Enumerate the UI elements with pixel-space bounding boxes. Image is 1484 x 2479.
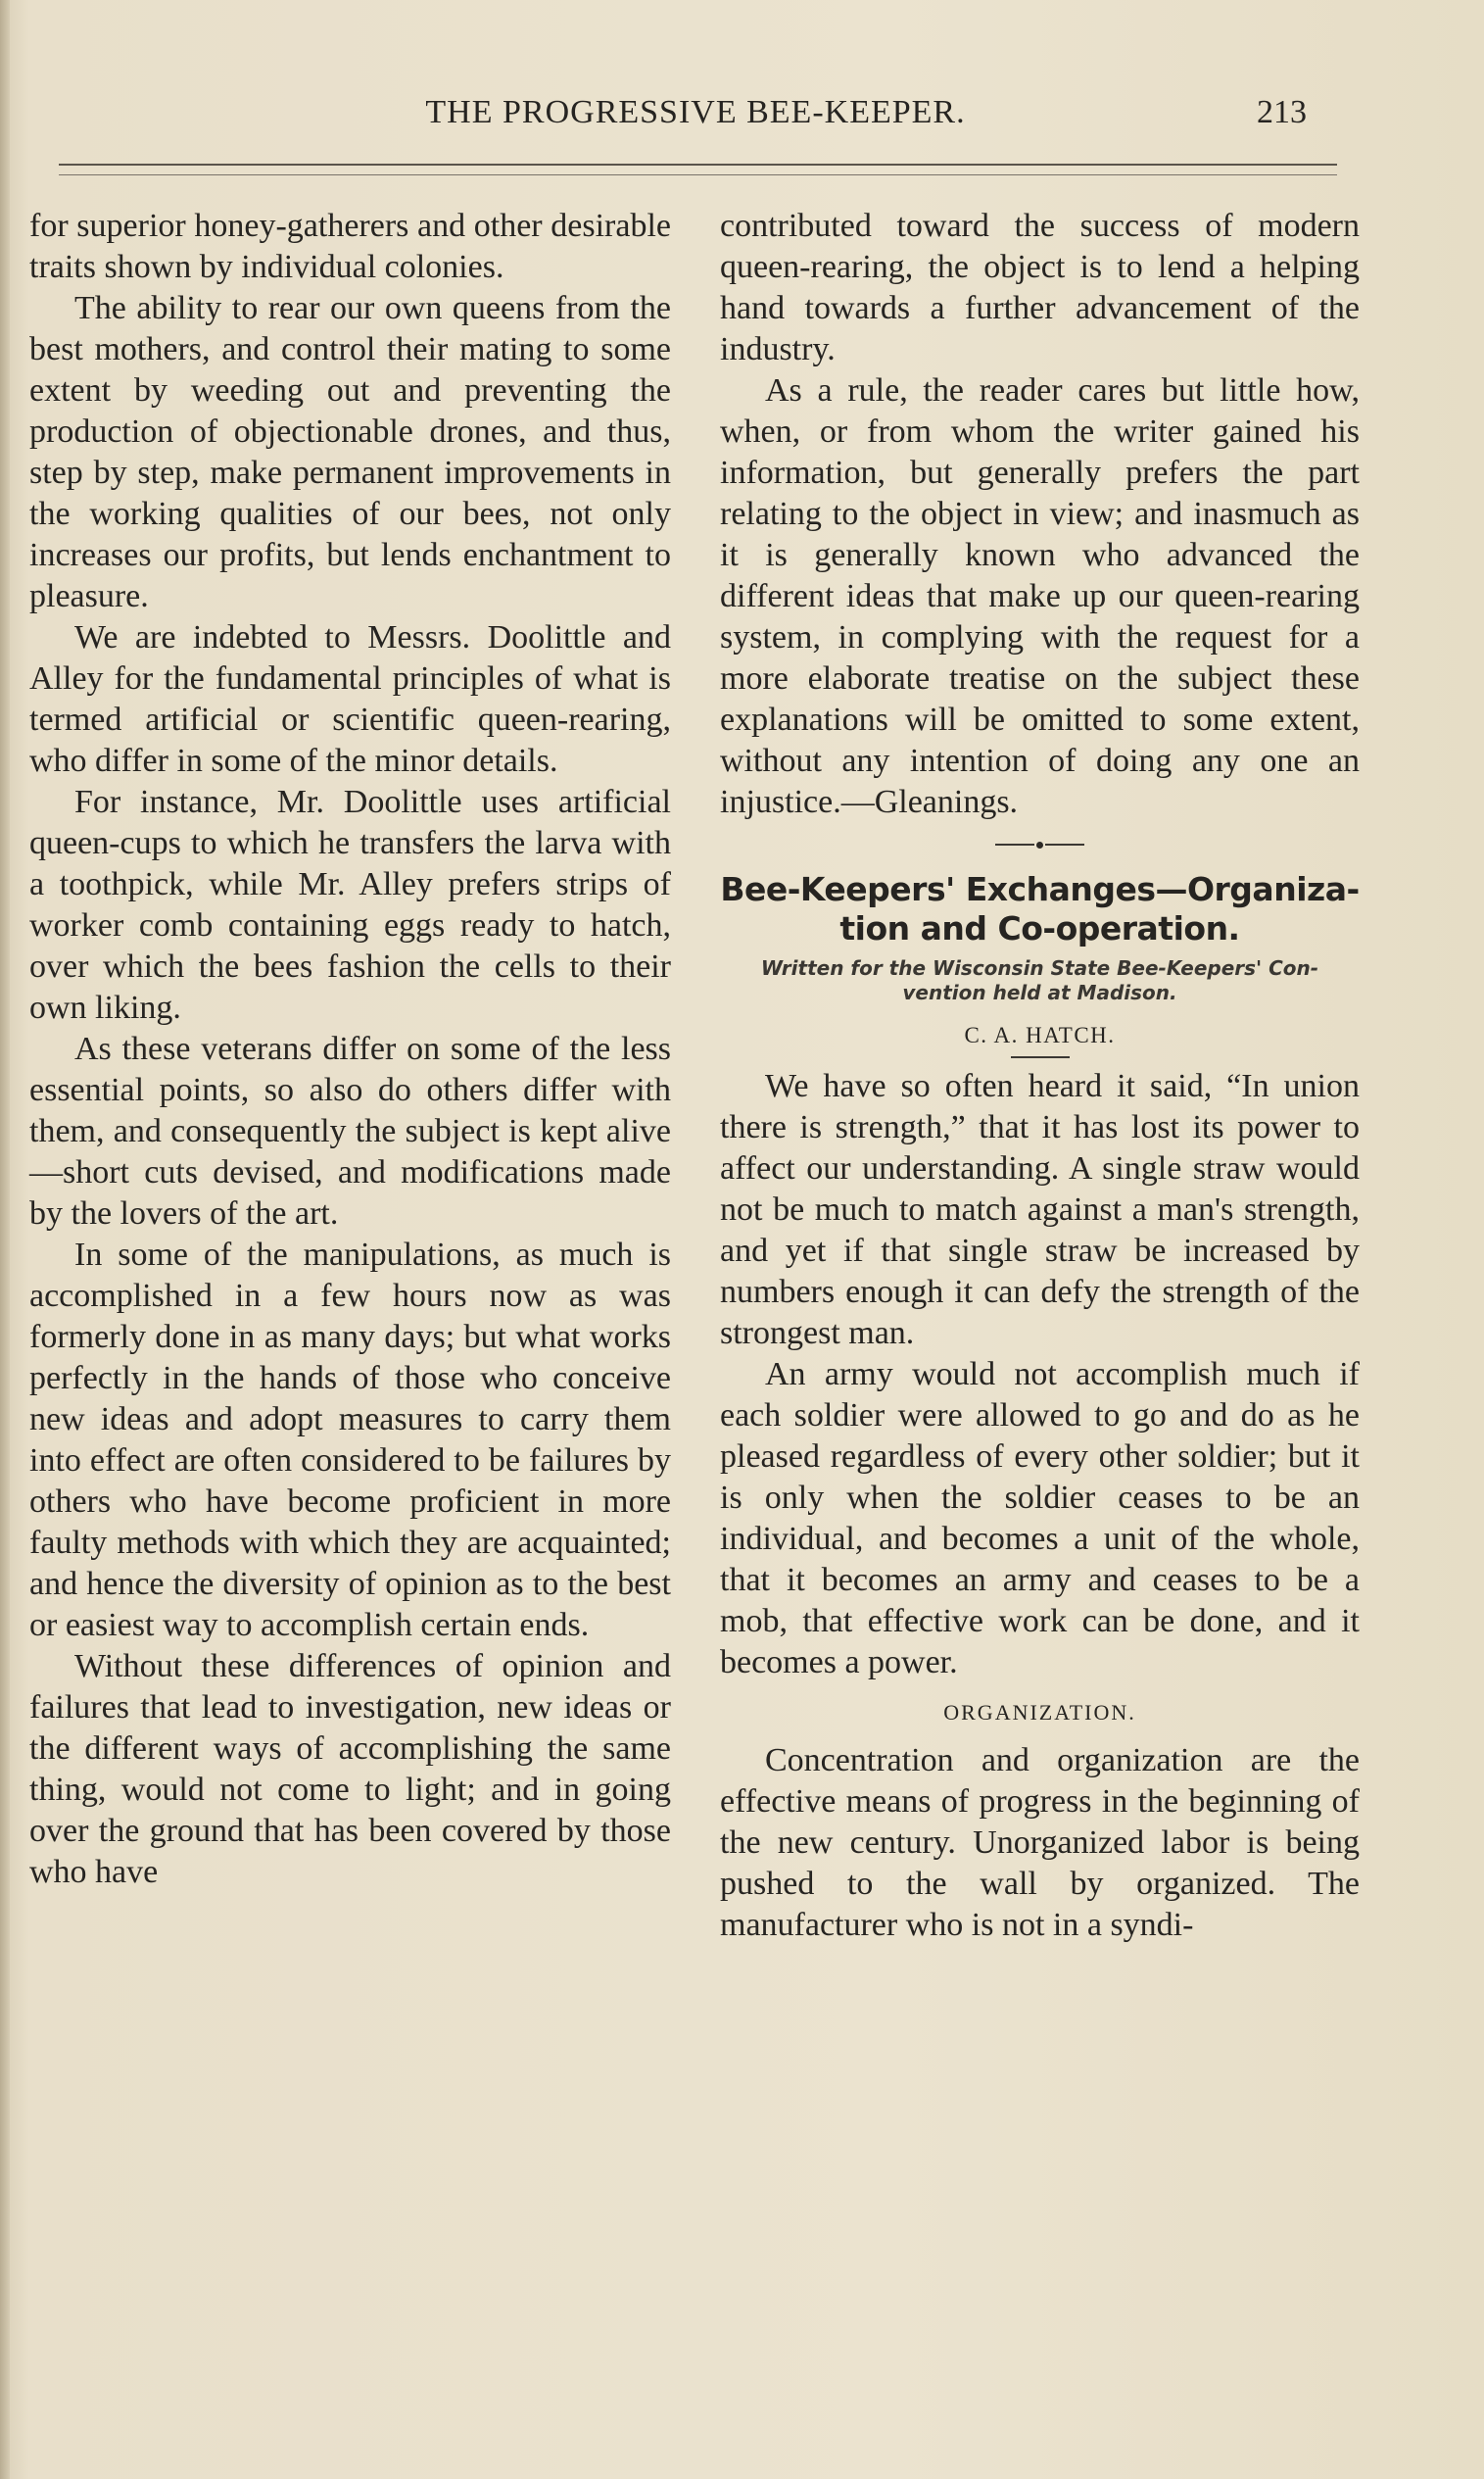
paragraph: For instance, Mr. Doolittle uses artificial queen-cups to which he transfers the larva with a toothpick, while Mr. Alley prefers strips of worker comb containing eggs ready to hatch, over which the bees fashion the cells to their own liking. [29,784,671,1026]
paragraph: In some of the manipulations, as much is accomplished in a few hours now as was formerly done in as many days; but what works perfectly in the hands of those who conceive new ideas and adopt measures to carry them into effect are often considered to be failures by others who have become proficient in more faulty methods with which they are acquainted; and hence the diversity of opinion as to the best or easiest way to accomplish certain ends. [29,1237,671,1643]
article-title-line: tion and Co-operation. [839,909,1240,948]
article-title [720,870,1360,948]
header-rule-thin [59,174,1337,175]
header-rule [59,164,1337,166]
paragraph: for superior honey-gatherers and other desirable traits shown by individual colonies. [29,208,671,285]
paragraph: The ability to rear our own queens from the best mothers, and control their mating to some extent by weeding out and preventing the production of objectionable drones, and thus, step by step, make permanent improvements in the working qualities of our bees, not only increases our profits, but lends enchantment to pleasure. [29,290,671,614]
page-header [59,94,1340,153]
subtitle-line: Written for the Wisconsin State Bee-Keepers' Con- [760,956,1319,980]
article-author: C. A. HATCH. [964,1023,1116,1047]
paragraph: As a rule, the reader cares but little how, when, or from whom the writer gained his information, but generally prefers the part relating to the object in view; and inasmuch as it is generally known who advanced the different ideas that make up our queen-rearing system, in complying with the request for a more elaborate treatise on the subject these explanations will be omitted to some extent, without any intention of doing any one an injustice.—Gleanings. [720,372,1360,820]
left-column [29,206,671,1893]
running-title: THE PROGRESSIVE BEE-KEEPER. [425,94,966,130]
section-divider [720,829,1360,858]
paragraph: An army would not accomplish much if each soldier were allowed to go and do as he pleased regardless of every other soldier; but it is only when the soldier ceases to be an individual, and becomes a unit of the whole, that it becomes an army and ceases to be a mob, that effective work can be done, and it becomes a power. [720,1356,1360,1680]
paragraph: We are indebted to Messrs. Doolittle and Alley for the fundamental principles of what is termed artificial or scientific queen-rearing, who differ in some of the minor details. [29,619,671,779]
section-heading: ORGANIZATION. [943,1700,1136,1725]
right-column [720,206,1360,1946]
paragraph: Concentration and organization are the effective means of progress in the beginning of the new century. Unorganized labor is being pushed to the wall by organized. The manufacturer who is not in a syndi- [720,1742,1360,1943]
page-edge [0,0,10,2479]
article-title-line: Bee-Keepers' Exchanges—Organiza- [720,870,1360,908]
paragraph: contributed toward the success of modern queen-rearing, the object is to lend a helping hand towards a further advancement of the industry. [720,208,1360,367]
article-subtitle [720,956,1360,1005]
author-rule [1011,1056,1070,1058]
subtitle-line: vention held at Madison. [902,981,1177,1004]
page-number: 213 [1257,94,1307,130]
paragraph: As these veterans differ on some of the less essential points, so also do others differ with them, and consequently the subject is kept alive—short cuts devised, and modifications made by the lovers of the art. [29,1031,671,1232]
paragraph: Without these differences of opinion and failures that lead to investigation, new ideas or the different ways of accomplishing the same thing, would not come to light; and in going over the ground that has been covered by those who have [29,1648,671,1890]
paragraph: We have so often heard it said, “In union there is strength,” that it has lost its power to affect our understanding. A single straw would not be much to match against a man's strength, and yet if that single straw be increased by numbers enough it can defy the strength of the strongest man. [720,1068,1360,1351]
